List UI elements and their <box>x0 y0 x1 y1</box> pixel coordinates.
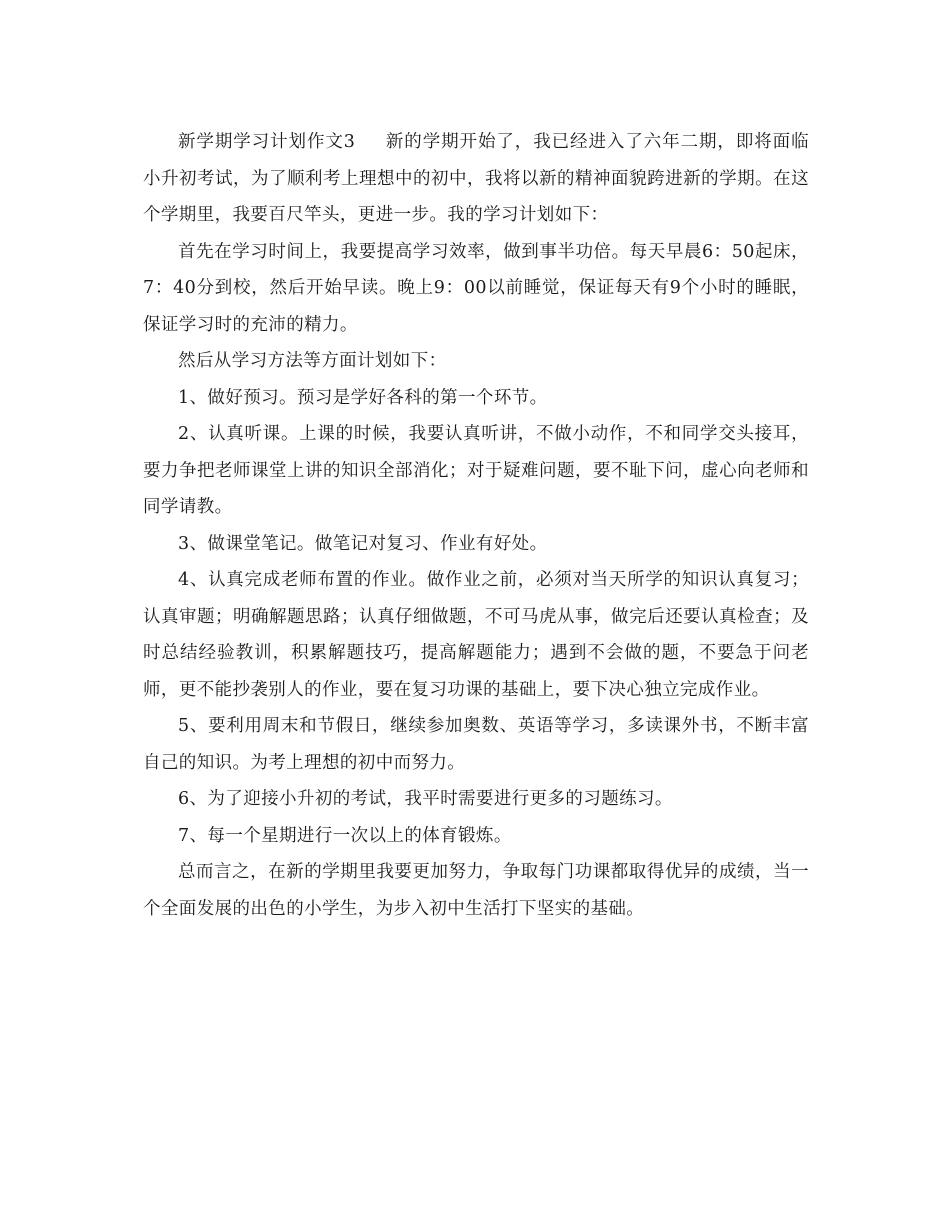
document-body <box>143 124 809 927</box>
list-item: 4、认真完成老师布置的作业。做作业之前，必须对当天所学的知识认真复习；认真审题；明确解题思路；认真仔细做题，不可马虎从事，做完后还要认真检查；及时总结经验教训，积累解题技巧，提高解题能力；遇到不会做的题，不要急于问老师，更不能抄袭别人的作业，要在复习功课的基础上，要下决心独立完成作业。 <box>143 570 809 700</box>
list-item: 3、做课堂笔记。做笔记对复习、作业有好处。 <box>178 533 548 554</box>
document-title: 新学期学习计划作文3 <box>178 132 356 152</box>
paragraph: 首先在学习时间上，我要提高学习效率，做到事半功倍。每天早晨6：50起床，7：40分到校，然后开始早读。晚上9：00以前睡觉，保证每天有9个小时的睡眠，保证学习时的充沛的精力。 <box>143 241 809 335</box>
conclusion-paragraph: 总而言之，在新的学期里我要更加努力，争取每门功课都取得优异的成绩，当一个全面发展的出色的小学生，为步入初中生活打下坚实的基础。 <box>143 862 809 919</box>
list-item: 5、要利用周末和节假日，继续参加奥数、英语等学习，多读课外书，不断丰富自己的知识。为考上理想的初中而努力。 <box>143 716 809 773</box>
paragraph-text: 新的学期开始了，我已经进入了六年二期，即将面临小升初考试，为了顺利考上理想中的初中，我将以新的精神面貌跨进新的学期。在这个学期里，我要百尺竿头，更进一步。我的学习计划如下： <box>143 132 809 225</box>
list-item: 7、每一个星期进行一次以上的体育锻炼。 <box>178 825 512 846</box>
list-item: 2、认真听课。上课的时候，我要认真听讲，不做小动作，不和同学交头接耳，要力争把老师课堂上讲的知识全部消化；对于疑难问题，要不耻下问，虚心向老师和同学请教。 <box>143 424 809 517</box>
list-item: 6、为了迎接小升初的考试，我平时需要进行更多的习题练习。 <box>178 789 673 809</box>
list-item: 1、做好预习。预习是学好各科的第一个环节。 <box>178 387 548 408</box>
paragraph: 然后从学习方法等方面计划如下： <box>178 351 447 371</box>
intro-paragraph <box>143 124 809 234</box>
